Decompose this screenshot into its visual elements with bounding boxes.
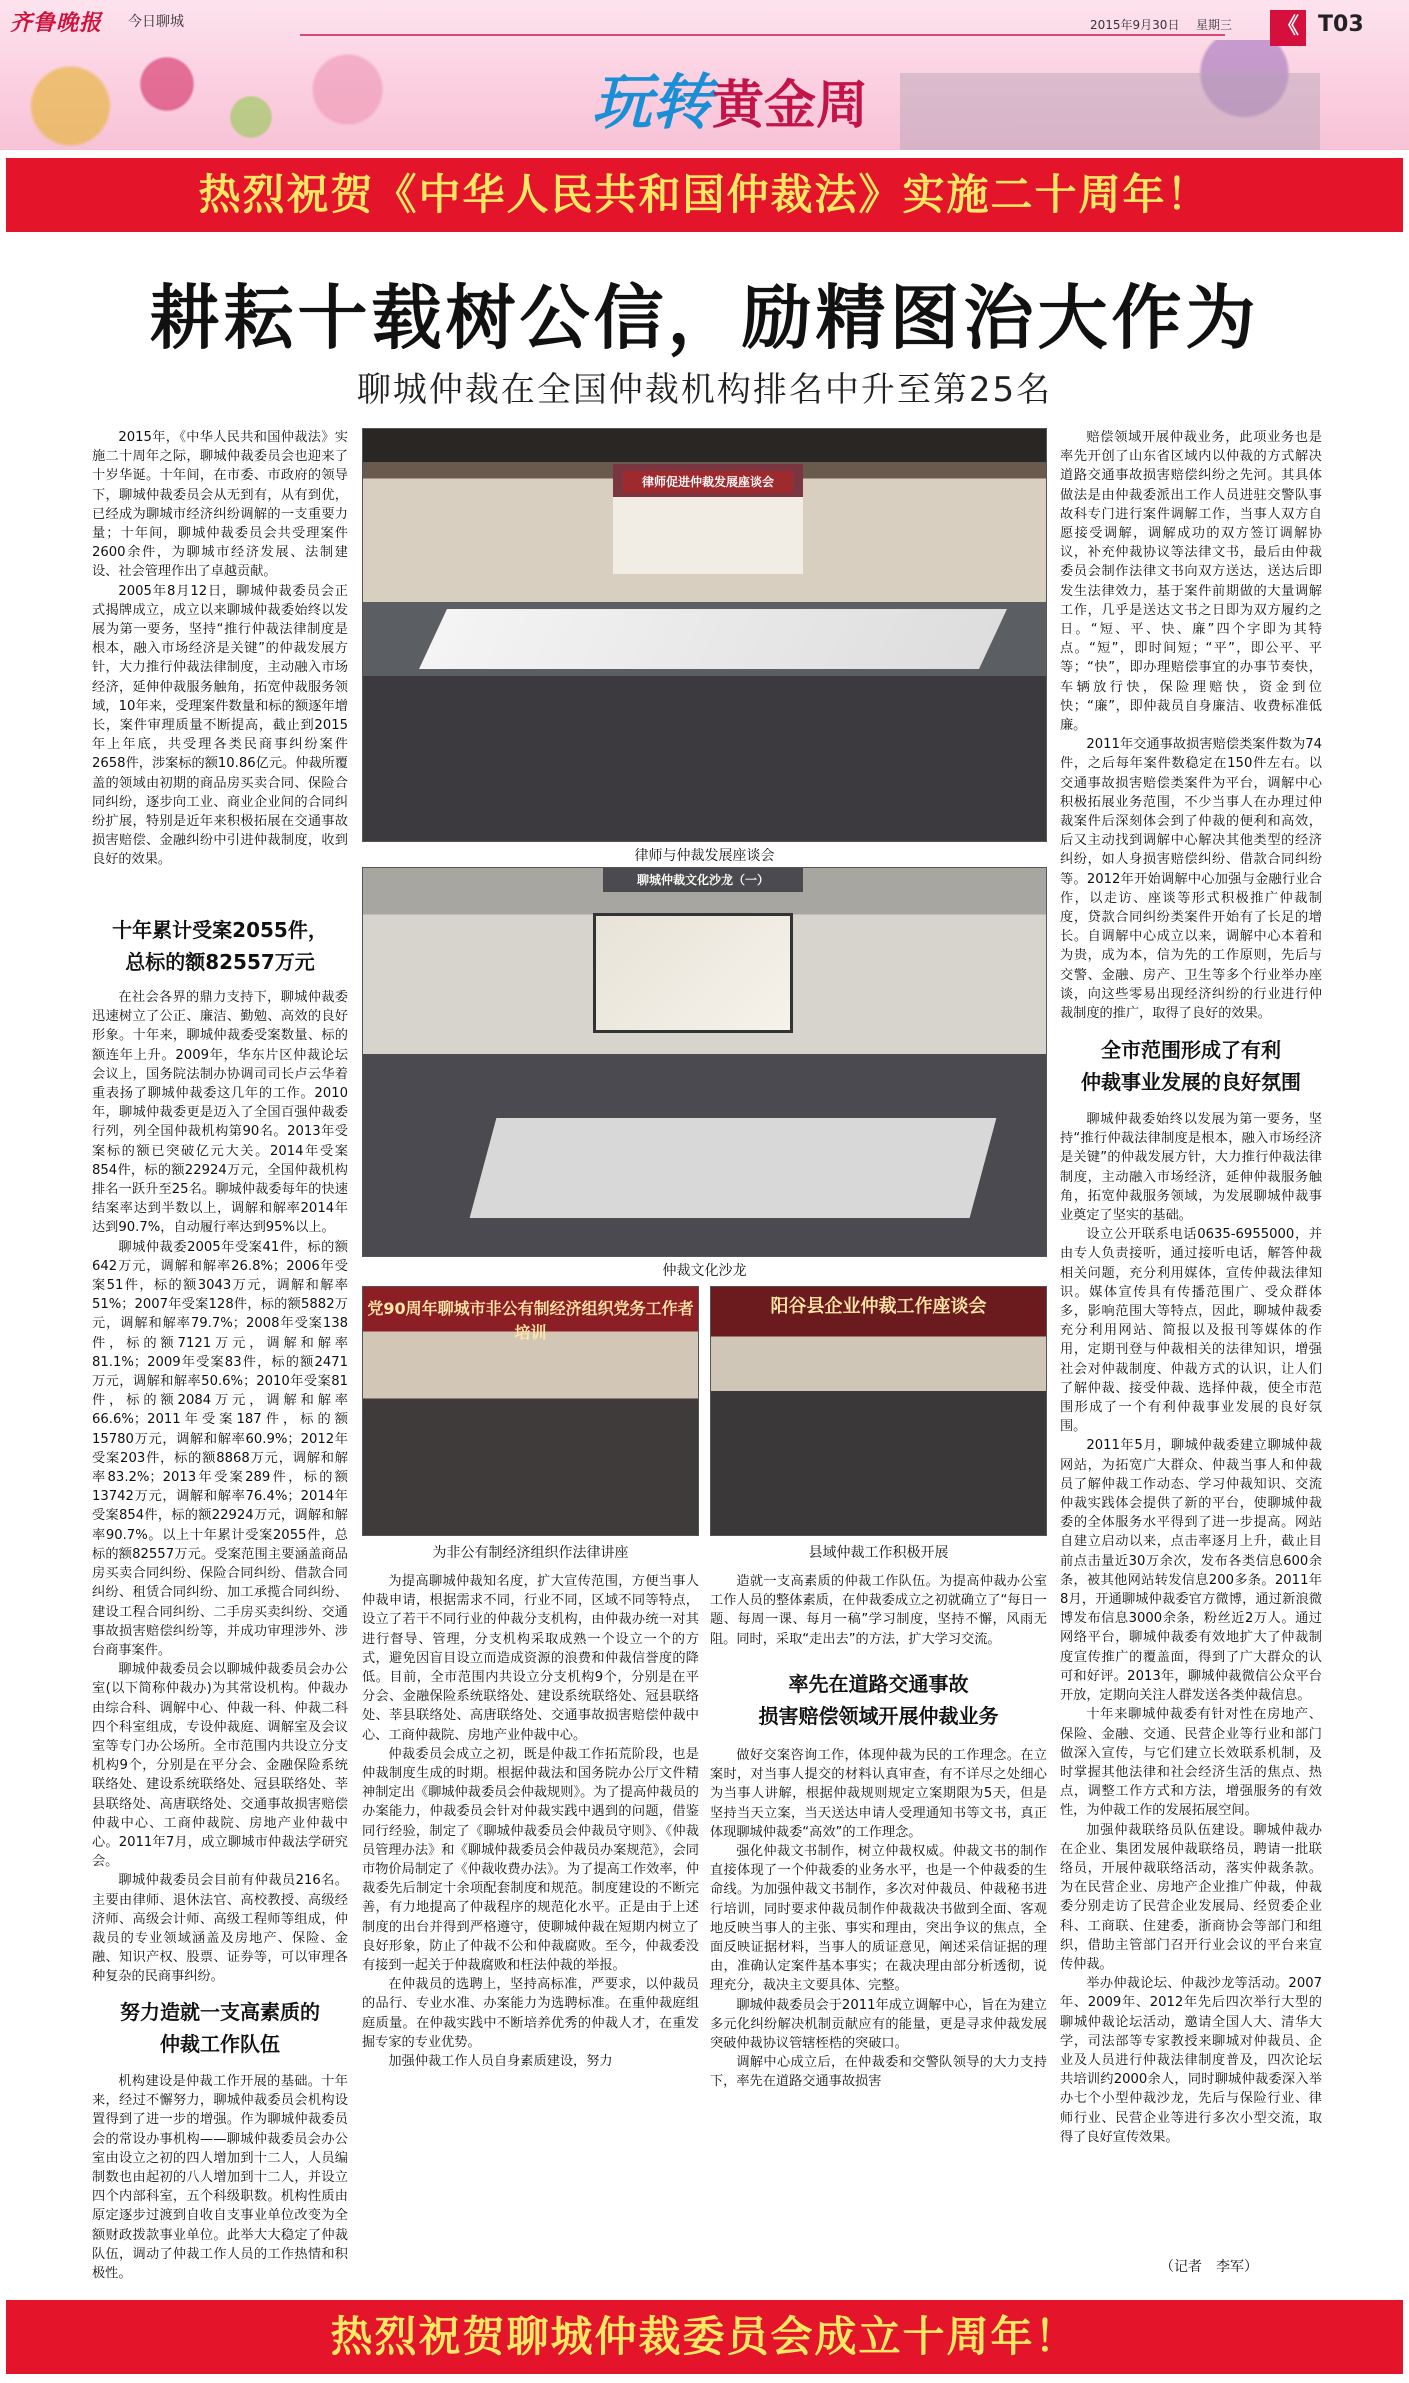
photo-meeting-table-2 <box>470 1118 997 1218</box>
paragraph: 为提高聊城仲裁知名度，扩大宣传范围，方便当事人仲裁申请，根据需求不同，行业不同，区域不同等特点，设立了若干不同行业的仲裁分支机构，由仲裁办统一对其进行督导、管理，分支机构采取成熟一个设立一个的方式，避免因盲目设立而造成资源的浪费和仲裁信誉度的降低。目前，全市范围内共设立分支机构9个，分别是在平分会、金融保险系统联络处、建设系统联络处、冠县联络处、莘县联络处、高唐联络处、交通事故损害赔偿仲裁中心、工商仲裁院、房地产业仲裁中心。 <box>362 1574 699 1743</box>
col1-intro-text <box>92 428 348 912</box>
paragraph: 在社会各界的鼎力支持下，聊城仲裁委迅速树立了公正、廉洁、勤勉、高效的良好形象。十年来，聊城仲裁委受案数量、标的额连年上升。2009年，华东片区仲裁论坛会议上，国务院法制办协调司司长卢云华着重表扬了聊城仲裁委这几年的工作。2010年，聊城仲裁委更是迈入了全国百强仲裁委行列，列全国仲裁机构第90名。2013年受案标的额已突破亿元大关。2014年受案854件，标的额22924万元，全国仲裁机构排名一跃升至25名。聊城仲裁委每年的快速结案率达到半数以上，调解和解率2014年达到90.7%，自动履行率达到95%以上。 <box>92 990 348 1236</box>
paragraph: 调解中心成立后，在仲裁委和交警队领导的大力支持下，率先在道路交通事故损害 <box>710 2055 1047 2090</box>
paragraph: 十年来聊城仲裁委有针对性在房地产、保险、金融、交通、民营企业等行业和部门做深入宣传，与它们建立长效联系机制，及时掌握其他法律和社会经济生活的焦点、热点，调整工作方式和方法，增强服务的有效性，为仲裁工作的发展拓展空间。 <box>1060 1707 1322 1819</box>
chevron-left-icon: 《 <box>1270 10 1306 46</box>
paragraph: 设立公开联系电话0635-6955000，并由专人负责接听，通过接听电话，解答仲裁相关问题，充分利用媒体，宣传仲裁法律知识。媒体宣传具有传播范围广、受众群体多，影响范围大等特点，因此，聊城仲裁委充分利用网站、简报以及报刊等媒体的作用，定期刊登与仲裁相关的法律知识，增强社会对仲裁制度、仲裁方式的认识，让人们了解仲裁、接受仲裁、选择仲裁，使全市范围形成了一个有利仲裁事业发展的良好氛围。 <box>1060 1227 1322 1435</box>
photo-banner-text-3: 党90周年聊城市非公有制经济组织党务工作者培训 <box>367 1299 694 1342</box>
paragraph: 聊城仲裁委员会于2011年成立调解中心，旨在为建立多元化纠纷解决机制贡献应有的能量，更是寻求仲裁发展突破仲裁协议管辖桎梏的突破口。 <box>710 1997 1047 2052</box>
photo-caption-lawyer-forum: 律师与仲裁发展座谈会 <box>634 848 775 864</box>
photo-banner-sign: 律师促进仲裁发展座谈会 <box>623 471 793 493</box>
col4-atmosphere-text <box>1060 1110 1322 2252</box>
photo-caption-county-arbitration: 县域仲裁工作积极开展 <box>808 1545 949 1561</box>
masthead-logo: 齐鲁晚报 <box>10 10 103 36</box>
page-header <box>0 0 1409 150</box>
photo-meeting-table <box>419 609 1007 669</box>
col1-team-text <box>92 2072 348 2290</box>
top-congrats-banner: 热烈祝贺《中华人民共和国仲裁法》实施二十周年！ <box>6 158 1403 232</box>
page-number: T03 <box>1318 12 1364 37</box>
banner-title-a: 玩转 <box>591 68 712 138</box>
section-heading-cases: 十年累计受案2055件， 总标的额82557万元 <box>112 918 328 974</box>
paragraph: 聊城仲裁委员会目前有仲裁员216名。主要由律师、退休法官、高校教授、高级经济师、高级会计师、高级工程师等组成，仲裁员的专业领域涵盖及房地产、保险、金融、知识产权、股票、证券等，可以审理各种复杂的民商事纠纷。 <box>92 1873 348 1985</box>
paragraph: 造就一支高素质的仲裁工作队伍。为提高仲裁办公室工作人员的整体素质，在仲裁委成立之初就确立了“每日一题、每周一课、每月一稿”学习制度，坚持不懈，风雨无阻。同时，采取“走出去”的方法，扩大学习交流。 <box>710 1574 1047 1647</box>
photo-banner-sign-2: 聊城仲裁文化沙龙（一） <box>603 868 803 892</box>
paragraph: 举办仲裁论坛、仲裁沙龙等活动。2007年、2009年、2012年先后四次举行大型的聊城仲裁论坛活动，邀请全国人大、清华大学，司法部等专家教授来聊城对仲裁员、企业及人员进行仲裁法律制度普及，四次论坛共培训约2000余人，同时聊城仲裁委深入举办七个小型仲裁沙龙，先后与保险行业、律师行业、民营企业等进行多次小型交流，取得了良好宣传效果。 <box>1060 1976 1322 2145</box>
col3-traffic-text <box>710 1746 1047 2292</box>
paragraph: 聊城仲裁委始终以发展为第一要务，坚持“推行仲裁法律制度是根本，融入市场经济是关键”的仲裁发展方针，大力推行仲裁法律制度，主动融入市场经济，延伸仲裁服务触角，拓宽仲裁服务领域，为发展聊城仲裁事业奠定了坚实的基础。 <box>1060 1112 1322 1224</box>
paragraph: 赔偿领域开展仲裁业务，此项业务也是率先开创了山东省区域内以仲裁的方式解决道路交通事故损害赔偿纠纷之先河。其具体做法是由仲裁委派出工作人员进驻交警队事故科专门进行案件调解工作，当事人双方自愿接受调解，调解成功的双方签订调解协议，补充仲裁协议等法律文书，最后由仲裁委员会制作法律文书向双方送达，送达后即发生法律效力，基于案件前期做的大量调解工作，几乎是送达文书之日即为双方履约之日。“短、平、快、廉”四个字即为其特点。“短”，即时间短；“平”，即公平、平等；“快”，即办理赔偿事宜的办事节奏快，车辆放行快，保险理赔快，资金到位快；“廉”，即仲裁员自身廉洁、收费标准低廉。 <box>1060 430 1322 734</box>
col3-intro-text <box>710 1572 1047 1662</box>
article-headline: 耕耘十载树公信，励精图治大作为 <box>149 277 1260 359</box>
photo-culture-salon <box>362 867 1047 1257</box>
article-subheadline: 聊城仲裁在全国仲裁机构排名中升至第25名 <box>356 370 1053 410</box>
col4-traffic-continued-text <box>1060 428 1322 1028</box>
section-heading-team: 努力造就一支高素质的 仲裁工作队伍 <box>120 2000 320 2056</box>
col1-cases-text <box>92 988 348 1988</box>
photo-law-lecture <box>362 1286 699 1536</box>
bottom-congrats-banner: 热烈祝贺聊城仲裁委员会成立十周年！ <box>6 2300 1403 2374</box>
paragraph: 2015年，《中华人民共和国仲裁法》实施二十周年之际，聊城仲裁委员会也迎来了十岁华诞。十年间，在市委、市政府的领导下，聊城仲裁委员会从无到有，从有到优，已经成为聊城市经济纠纷调解的一支重要力量；十年间，聊城仲裁委员会共受理案件2600余件，为聊城市经济发展、法制建设、社会管理作出了卓越贡献。 <box>92 430 348 580</box>
photo-caption-law-lecture: 为非公有制经济组织作法律讲座 <box>432 1545 629 1561</box>
paragraph: 强化仲裁文书制作，树立仲裁权威。仲裁文书的制作直接体现了一个仲裁委的业务水平，也是一个仲裁委的生命线。为加强仲裁文书制作，多次对仲裁员、仲裁秘书进行培训，同时要求仲裁员制作仲裁裁决书做到全面、客观地反映当事人的主张、事实和理由，突出争议的焦点，全面反映证据材料，当事人的质证意见，阐述采信证据的理由，准确认定案件基本事实；在裁决理由部分析透彻，说理充分，裁决主文要具体、完整。 <box>710 1844 1047 1994</box>
paragraph: 2011年5月，聊城仲裁委建立聊城仲裁网站，为拓宽广大群众、仲裁当事人和仲裁员了解仲裁工作动态、学习仲裁知识、交流仲裁实践体会提供了新的平台，使聊城仲裁委的全体服务水平得到了进一步提高。网站自建立启动以来，点击率逐月上升，截止目前点击量近30万余次，发布各类信息600余条，被其他网站转发信息200多条。2011年8月，开通聊城仲裁委官方微博，通过新浪微博发布信息3000余条，粉丝近2万人。通过网络平台，聊城仲裁委有效地扩大了仲裁制度宣传推广的覆盖面，得到了广大群众的认可和好评。2013年，聊城仲裁微信公众平台开放，定期向关注人群发送各类仲裁信息。 <box>1060 1438 1322 1704</box>
paragraph: 仲裁委员会成立之初，既是仲裁工作拓荒阶段，也是仲裁制度生成的时期。根据仲裁法和国务院办公厅文件精神制定出《聊城仲裁委员会仲裁规则》。为了提高仲裁员的办案能力，仲裁委员会针对仲裁实践中遇到的问题，借鉴同行经验，制定了《聊城仲裁委员会仲裁员守则》、《仲裁员管理办法》和《聊城仲裁委员会仲裁员办案规范》，会同市物价局制定了《仲裁收费办法》。为了提高工作效率，仲裁委先后制定十余项配套制度和规范。制度建设的不断完善，有力地提高了仲裁程序的规范化水平。正是由于上述制度的出台并得到严格遵守，使聊城仲裁在短期内树立了良好形象，防止了仲裁不公和仲裁腐败。至今，仲裁委没有接到一起关于仲裁腐败和枉法仲裁的举报。 <box>362 1746 699 1974</box>
paragraph: 聊城仲裁委2005年受案41件，标的额642万元，调解和解率26.8%；2006年受案51件，标的额3043万元，调解和解率51%；2007年受案128件，标的额5882万元，调解和解率79.7%；2008年受案138件，标的额7121万元，调解和解率81.1%；2009年受案83件，标的额2471万元，调解和解率50.6%；2010年受案81件，标的额2084万元，调解和解率66.6%；2011年受案187件，标的额15780万元，调解和解率60.9%；2012年受案203件，标的额8868万元，调解和解率83.2%；2013年受案289件，标的额13742万元，调解和解率76.4%；2014年受案854件，标的额22924万元，调解和解率90.7%。以上十年累计受案2055件，总标的额82557万元。受案范围主要涵盖商品房买卖合同纠纷、保险合同纠纷、借款合同纠纷、租赁合同纠纷、加工承揽合同纠纷、建设工程合同纠纷、二手房买卖纠纷、交通事故损害赔偿纠纷等，并成功审理涉外、涉台商事案件。 <box>92 1239 348 1658</box>
banner-decoration-left <box>20 40 440 150</box>
photo-banner-text-4: 阳谷县企业仲裁工作座谈会 <box>770 1296 987 1317</box>
photo-lawyer-forum <box>362 428 1047 842</box>
section-heading-atmosphere: 全市范围形成了有利 仲裁事业发展的良好氛围 <box>1081 1038 1301 1094</box>
photo-projector-screen-2 <box>593 913 793 1033</box>
photo-caption-culture-salon: 仲裁文化沙龙 <box>662 1263 747 1279</box>
section-name: 今日聊城 <box>128 14 184 30</box>
col2-text <box>362 1572 699 2292</box>
paragraph: 2011年交通事故损害赔偿类案件数为74件，之后每年案件数稳定在150件左右。以交通事故损害赔偿类案件为平台，调解中心积极拓展业务范围，不少当事人在办理过仲裁案件后深刻体会到了仲裁的便利和高效，后又主动找到调解中心解决其他类型的经济纠纷，如人身损害赔偿纠纷、借款合同纠纷等。2012年开始调解中心加强与金融行业合作，以走访、座谈等形式积极推广仲裁制度，贷款合同纠纷类案件开始有了长足的增长。自调解中心成立以来，调解中心本着和为贵，成为本，信为先的工作原则，先后与交警、金融、房产、卫生等多个行业举办座谈，向这些零易出现经济纠纷的行业进行仲裁制度的推广，取得了良好的效果。 <box>1060 737 1322 1022</box>
section-heading-traffic: 率先在道路交通事故 损害赔偿领域开展仲裁业务 <box>758 1672 999 1728</box>
photo-county-arbitration <box>710 1286 1047 1536</box>
issue-date: 2015年9月30日 <box>1090 18 1180 32</box>
paragraph: 聊城仲裁委员会以聊城仲裁委员会办公室(以下简称仲裁办)为其常设机构。仲裁办由综合科、调解中心、仲裁一科、仲裁二科四个科室组成，专设仲裁庭、调解室及会议室等专门办公场所。全市范围内共设立分支机构9个，分别是在平分会、金融保险系统联络处、建设系统联络处、冠县联络处、莘县联络处、高唐联络处、交通事故损害赔偿仲裁中心、工商仲裁院、房地产业仲裁中心。2011年7月，成立聊城市仲裁法学研究会。 <box>92 1662 348 1870</box>
paragraph: 机构建设是仲裁工作开展的基础。十年来，经过不懈努力，聊城仲裁委员会机构设置得到了进一步的增强。作为聊城仲裁委员会的常设办事机构——聊城仲裁委员会办公室由设立之初的四人增加到十二人，人员编制数也由起初的八人增加到十二人，并设立四个内部科室，五个科级职数。机构性质由原定逐步过渡到自收自支事业单位改变为全额财政拨款事业单位。此举大大稳定了仲裁队伍，调动了仲裁工作人员的工作热情和积极性。 <box>92 2074 348 2282</box>
paragraph: 加强仲裁联络员队伍建设。聊城仲裁办在企业、集团发展仲裁联络员，聘请一批联络员，开展仲裁联络活动，落实仲裁条款。为在民营企业、房地产企业推广仲裁，仲裁委分别走访了民营企业发展局、经贸委企业科、工商联、住建委，浙商协会等部门和组织，借助主管部门召开行业会议的平台来宣传仲裁。 <box>1060 1822 1322 1972</box>
banner-decoration-right <box>900 40 1320 150</box>
paragraph: 2005年8月12日，聊城仲裁委员会正式揭牌成立，成立以来聊城仲裁委始终以发展为第一要务，坚持“推行仲裁法律制度是根本，融入市场经济是关键”的仲裁发展方针，大力推行仲裁法律制度，主动融入市场经济，延伸仲裁服务触角，拓宽仲裁服务领域，10年来，受理案件数量和标的额逐年增长，案件审理质量不断提高，截止到2015年上年底，共受理各类民商事纠纷案件2658件，涉案标的额10.86亿元。仲裁所覆盖的领域由初期的商品房买卖合同、保险合同纠纷，逐步向工业、商业企业间的合同纠纷扩展，特别是近年来积极拓展在交通事故损害赔偿、金融纠纷中引进仲裁制度，收到良好的效果。 <box>92 583 348 868</box>
issue-weekday: 星期三 <box>1196 18 1233 32</box>
banner-title-b: 黄金周 <box>711 75 868 136</box>
paragraph: 做好交案咨询工作，体现仲裁为民的工作理念。在立案时，对当事人提交的材料认真审查，有不详尽之处细心为当事人讲解，根据仲裁规则规定立案期限为5天，但是坚持当天立案，当天送达申请人受理通知书等文书，真正体现聊城仲裁委“高效”的工作理念。 <box>710 1748 1047 1840</box>
reporter-byline: （记者 李军） <box>1160 2259 1258 2275</box>
banner-title <box>530 55 930 141</box>
paragraph: 加强仲裁工作人员自身素质建设，努力 <box>388 2054 613 2070</box>
header-rule <box>300 34 1225 36</box>
paragraph: 在仲裁员的选聘上，坚持高标准，严要求，以仲裁员的品行、专业水准、办案能力为选聘标准。在重仲裁庭组庭质量。在仲裁实践中不断培养优秀的仲裁人才，在重发掘专家的专业优势。 <box>362 1977 699 2050</box>
